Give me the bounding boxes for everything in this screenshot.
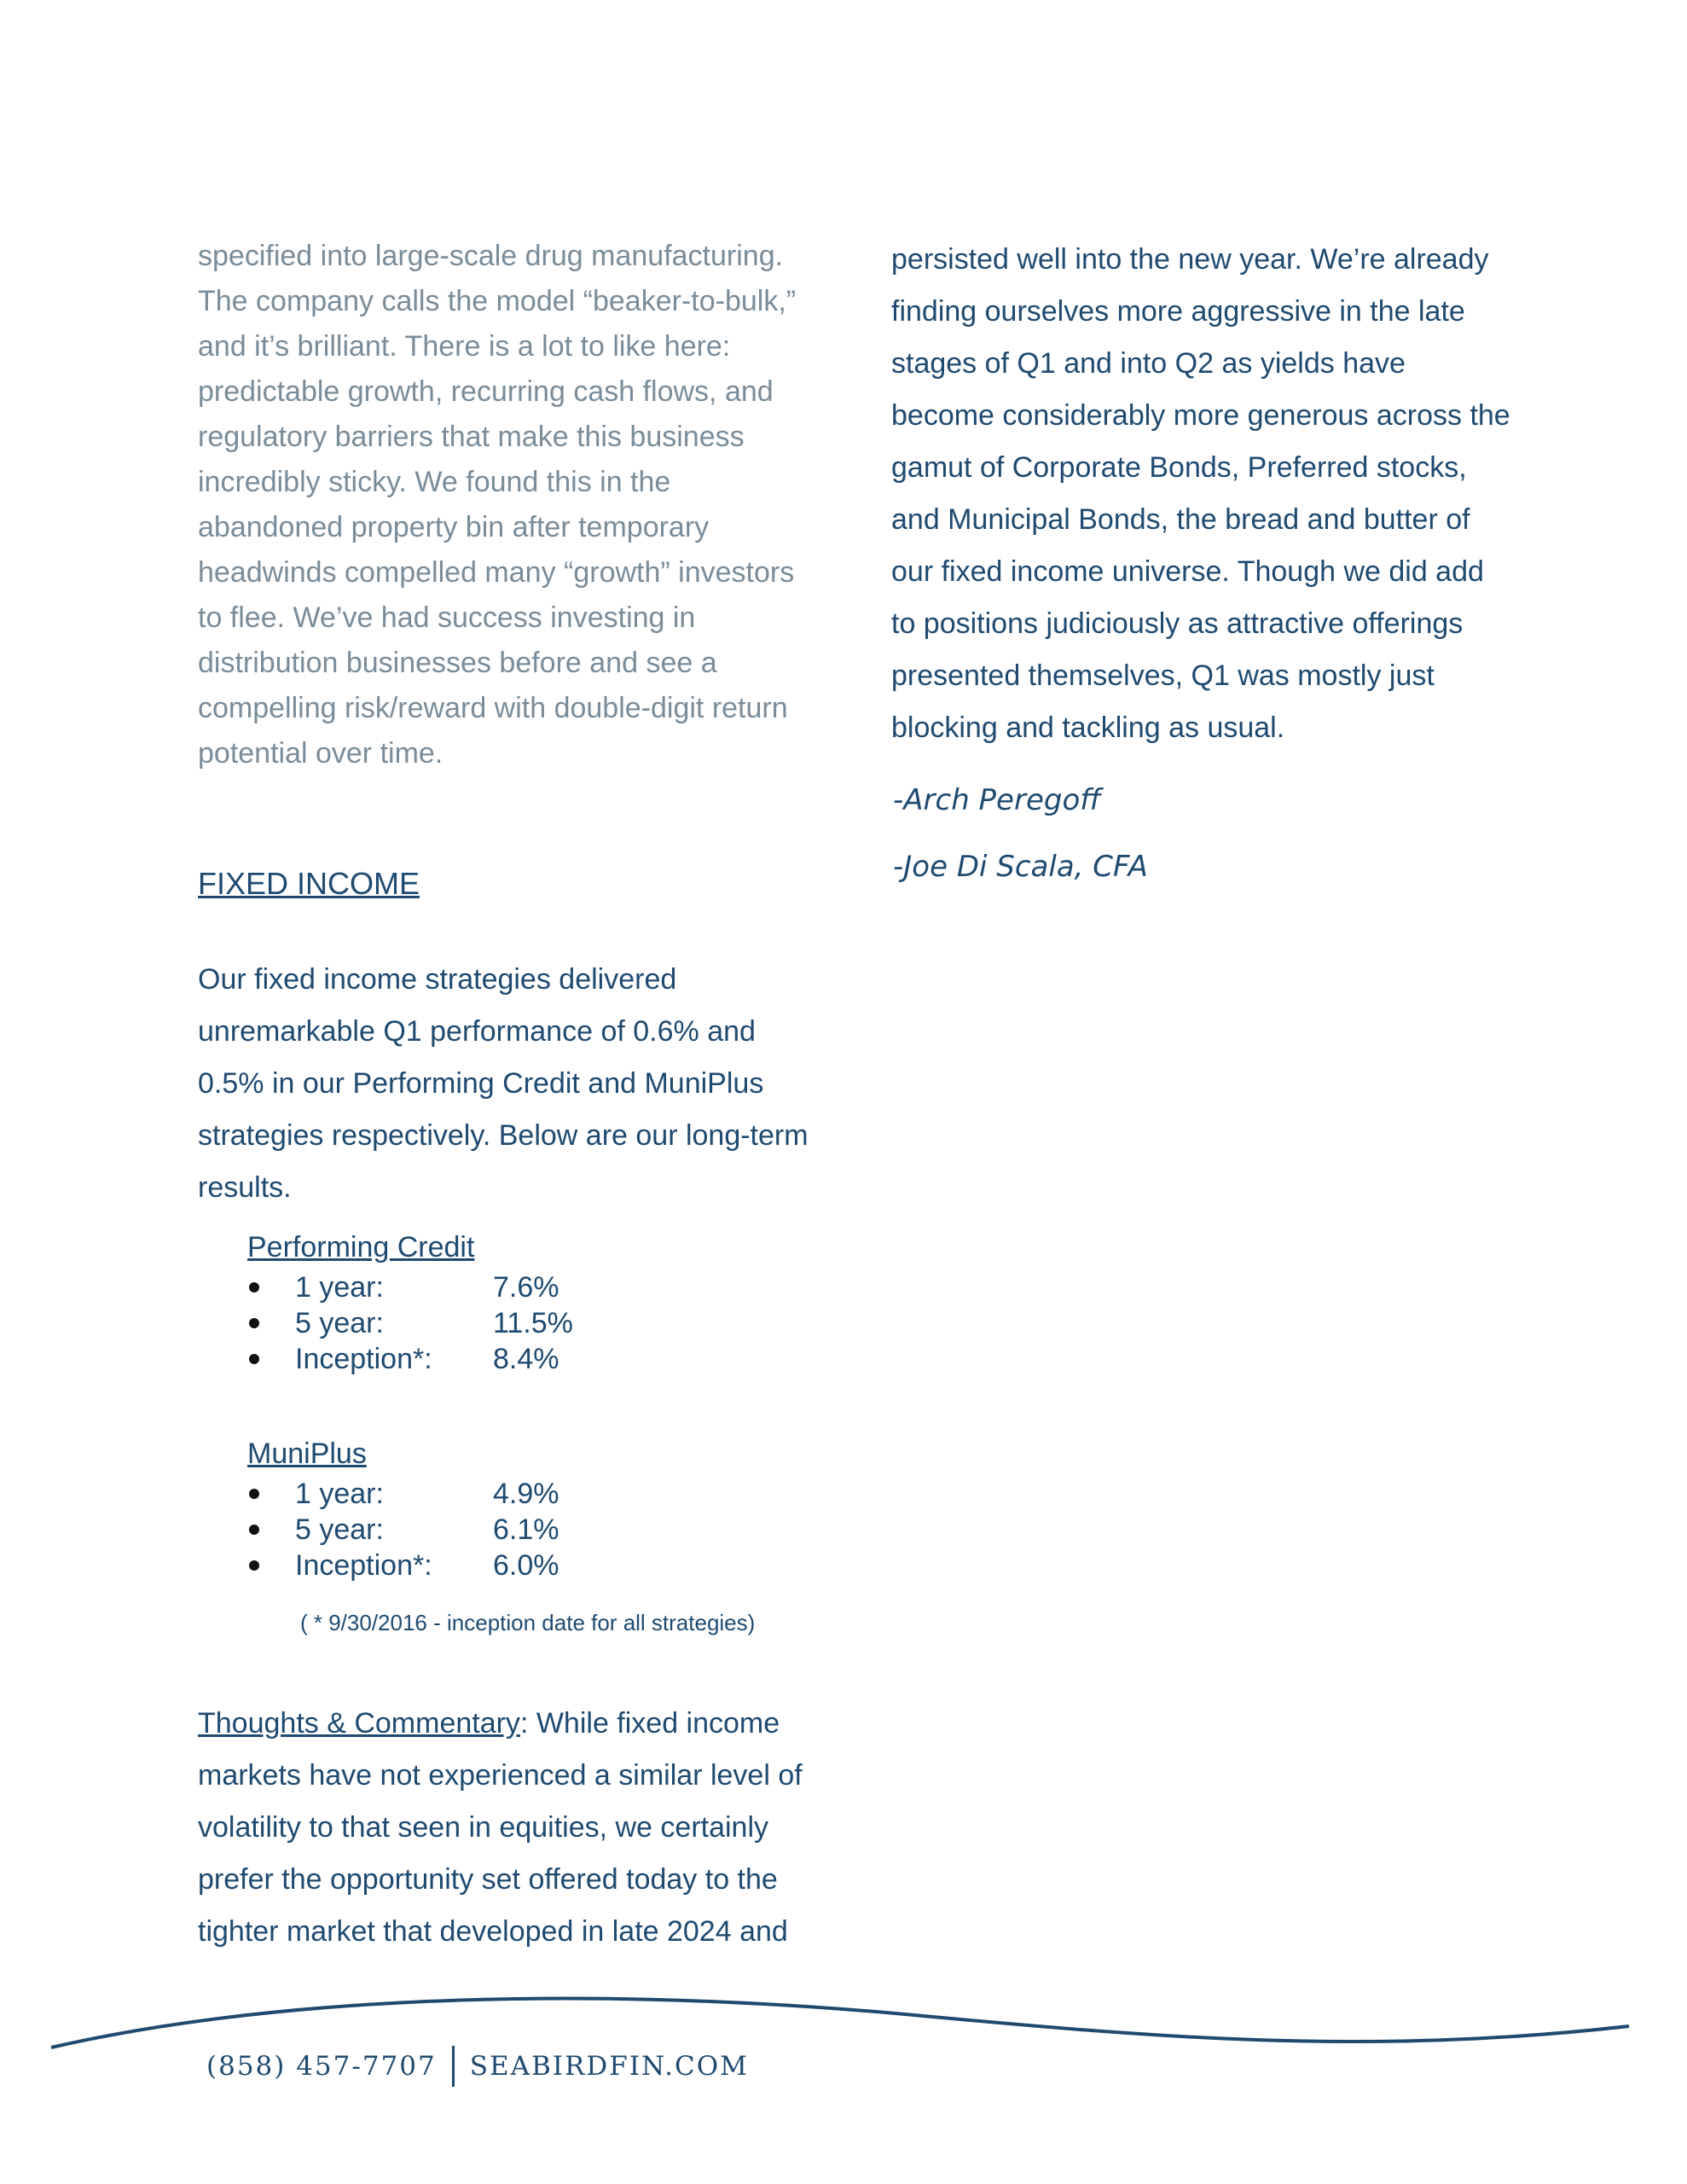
- footer-phone: (858) 457-7707: [206, 2051, 437, 2082]
- result-label: Inception*:: [295, 1343, 432, 1375]
- strategy-results-list: [247, 1269, 802, 1377]
- result-value: 6.1%: [493, 1513, 559, 1546]
- result-value: 6.0%: [493, 1549, 559, 1582]
- signature-arch-peregoff: -Arch Peregoff: [893, 783, 1101, 817]
- bullet-icon: [249, 1282, 259, 1292]
- bullet-icon: [249, 1318, 259, 1328]
- result-value: 8.4%: [493, 1343, 559, 1375]
- fixed-income-intro: Our fixed income strategies delivered unremarkable Q1 performance of 0.6% and 0.5% in our Performing Credit and MuniPlus strategies respectively. Below are our long-term results.: [198, 963, 809, 1204]
- footer-website-link[interactable]: SEABIRDFIN.COM: [469, 2051, 749, 2082]
- result-value: 11.5%: [493, 1307, 573, 1339]
- result-label: 1 year:: [295, 1478, 384, 1510]
- intro-paragraph: specified into large-scale drug manufacturing. The company calls the model “beaker-to-bulk,” and it’s brilliant. There is a lot to like here: predictable growth, recurring cash flows, and regulatory barriers that make this business incredibly sticky. We found this in the abandoned property bin after temporary headwinds compelled many “growth” investors to flee. We’ve had success investing in distribution businesses before and see a compelling risk/reward with double-digit return potential over time.: [198, 240, 797, 770]
- result-label: 1 year:: [295, 1271, 384, 1304]
- thoughts-text: : While fixed income markets have not experienced a similar level of volatility to that seen in equities, we certainly prefer the opportunity set offered today to the tighter market that developed in late 2024 and: [198, 1707, 803, 1948]
- result-value: 4.9%: [493, 1478, 559, 1510]
- list-item: [247, 1305, 802, 1341]
- list-item: [247, 1341, 802, 1377]
- strategy-results-list: [247, 1476, 802, 1583]
- strategy-performing-credit: [247, 1225, 802, 1377]
- fixed-income-intro-block: [198, 954, 812, 1214]
- result-label: 5 year:: [295, 1513, 384, 1546]
- list-item: [247, 1548, 802, 1583]
- inception-footnote: ( * 9/30/2016 - inception date for all strategies): [300, 1610, 756, 1635]
- thoughts-paragraph: [198, 1698, 812, 1958]
- result-label: 5 year:: [295, 1307, 384, 1339]
- strategy-muniplus: [247, 1432, 802, 1583]
- footer: [206, 2046, 749, 2087]
- strategy-title: Performing Credit: [247, 1231, 475, 1263]
- right-column: [891, 234, 1514, 754]
- footer-divider: [452, 2046, 455, 2087]
- result-label: Inception*:: [295, 1549, 432, 1582]
- strategy-title: MuniPlus: [247, 1438, 367, 1470]
- thoughts-heading: Thoughts & Commentary: [198, 1707, 520, 1740]
- bullet-icon: [249, 1354, 259, 1364]
- signature-joe-di-scala: -Joe Di Scala, CFA: [893, 850, 1148, 884]
- fixed-income-heading: FIXED INCOME: [198, 866, 420, 901]
- right-paragraph: persisted well into the new year. We’re already finding ourselves more aggressive in the late stages of Q1 and into Q2 as yields have become considerably more generous across the gamut of Corporate Bonds, Preferred stocks, and Municipal Bonds, the bread and butter of our fixed income universe. Though we did add to positions judiciously as attractive offerings presented themselves, Q1 was mostly just blocking and tackling as usual.: [891, 243, 1510, 744]
- left-column: [198, 234, 812, 776]
- bullet-icon: [249, 1525, 259, 1535]
- bullet-icon: [249, 1489, 259, 1499]
- result-value: 7.6%: [493, 1271, 559, 1304]
- list-item: [247, 1512, 802, 1548]
- list-item: [247, 1269, 802, 1305]
- bullet-icon: [249, 1560, 259, 1571]
- thoughts-commentary-block: [198, 1698, 812, 1958]
- list-item: [247, 1476, 802, 1512]
